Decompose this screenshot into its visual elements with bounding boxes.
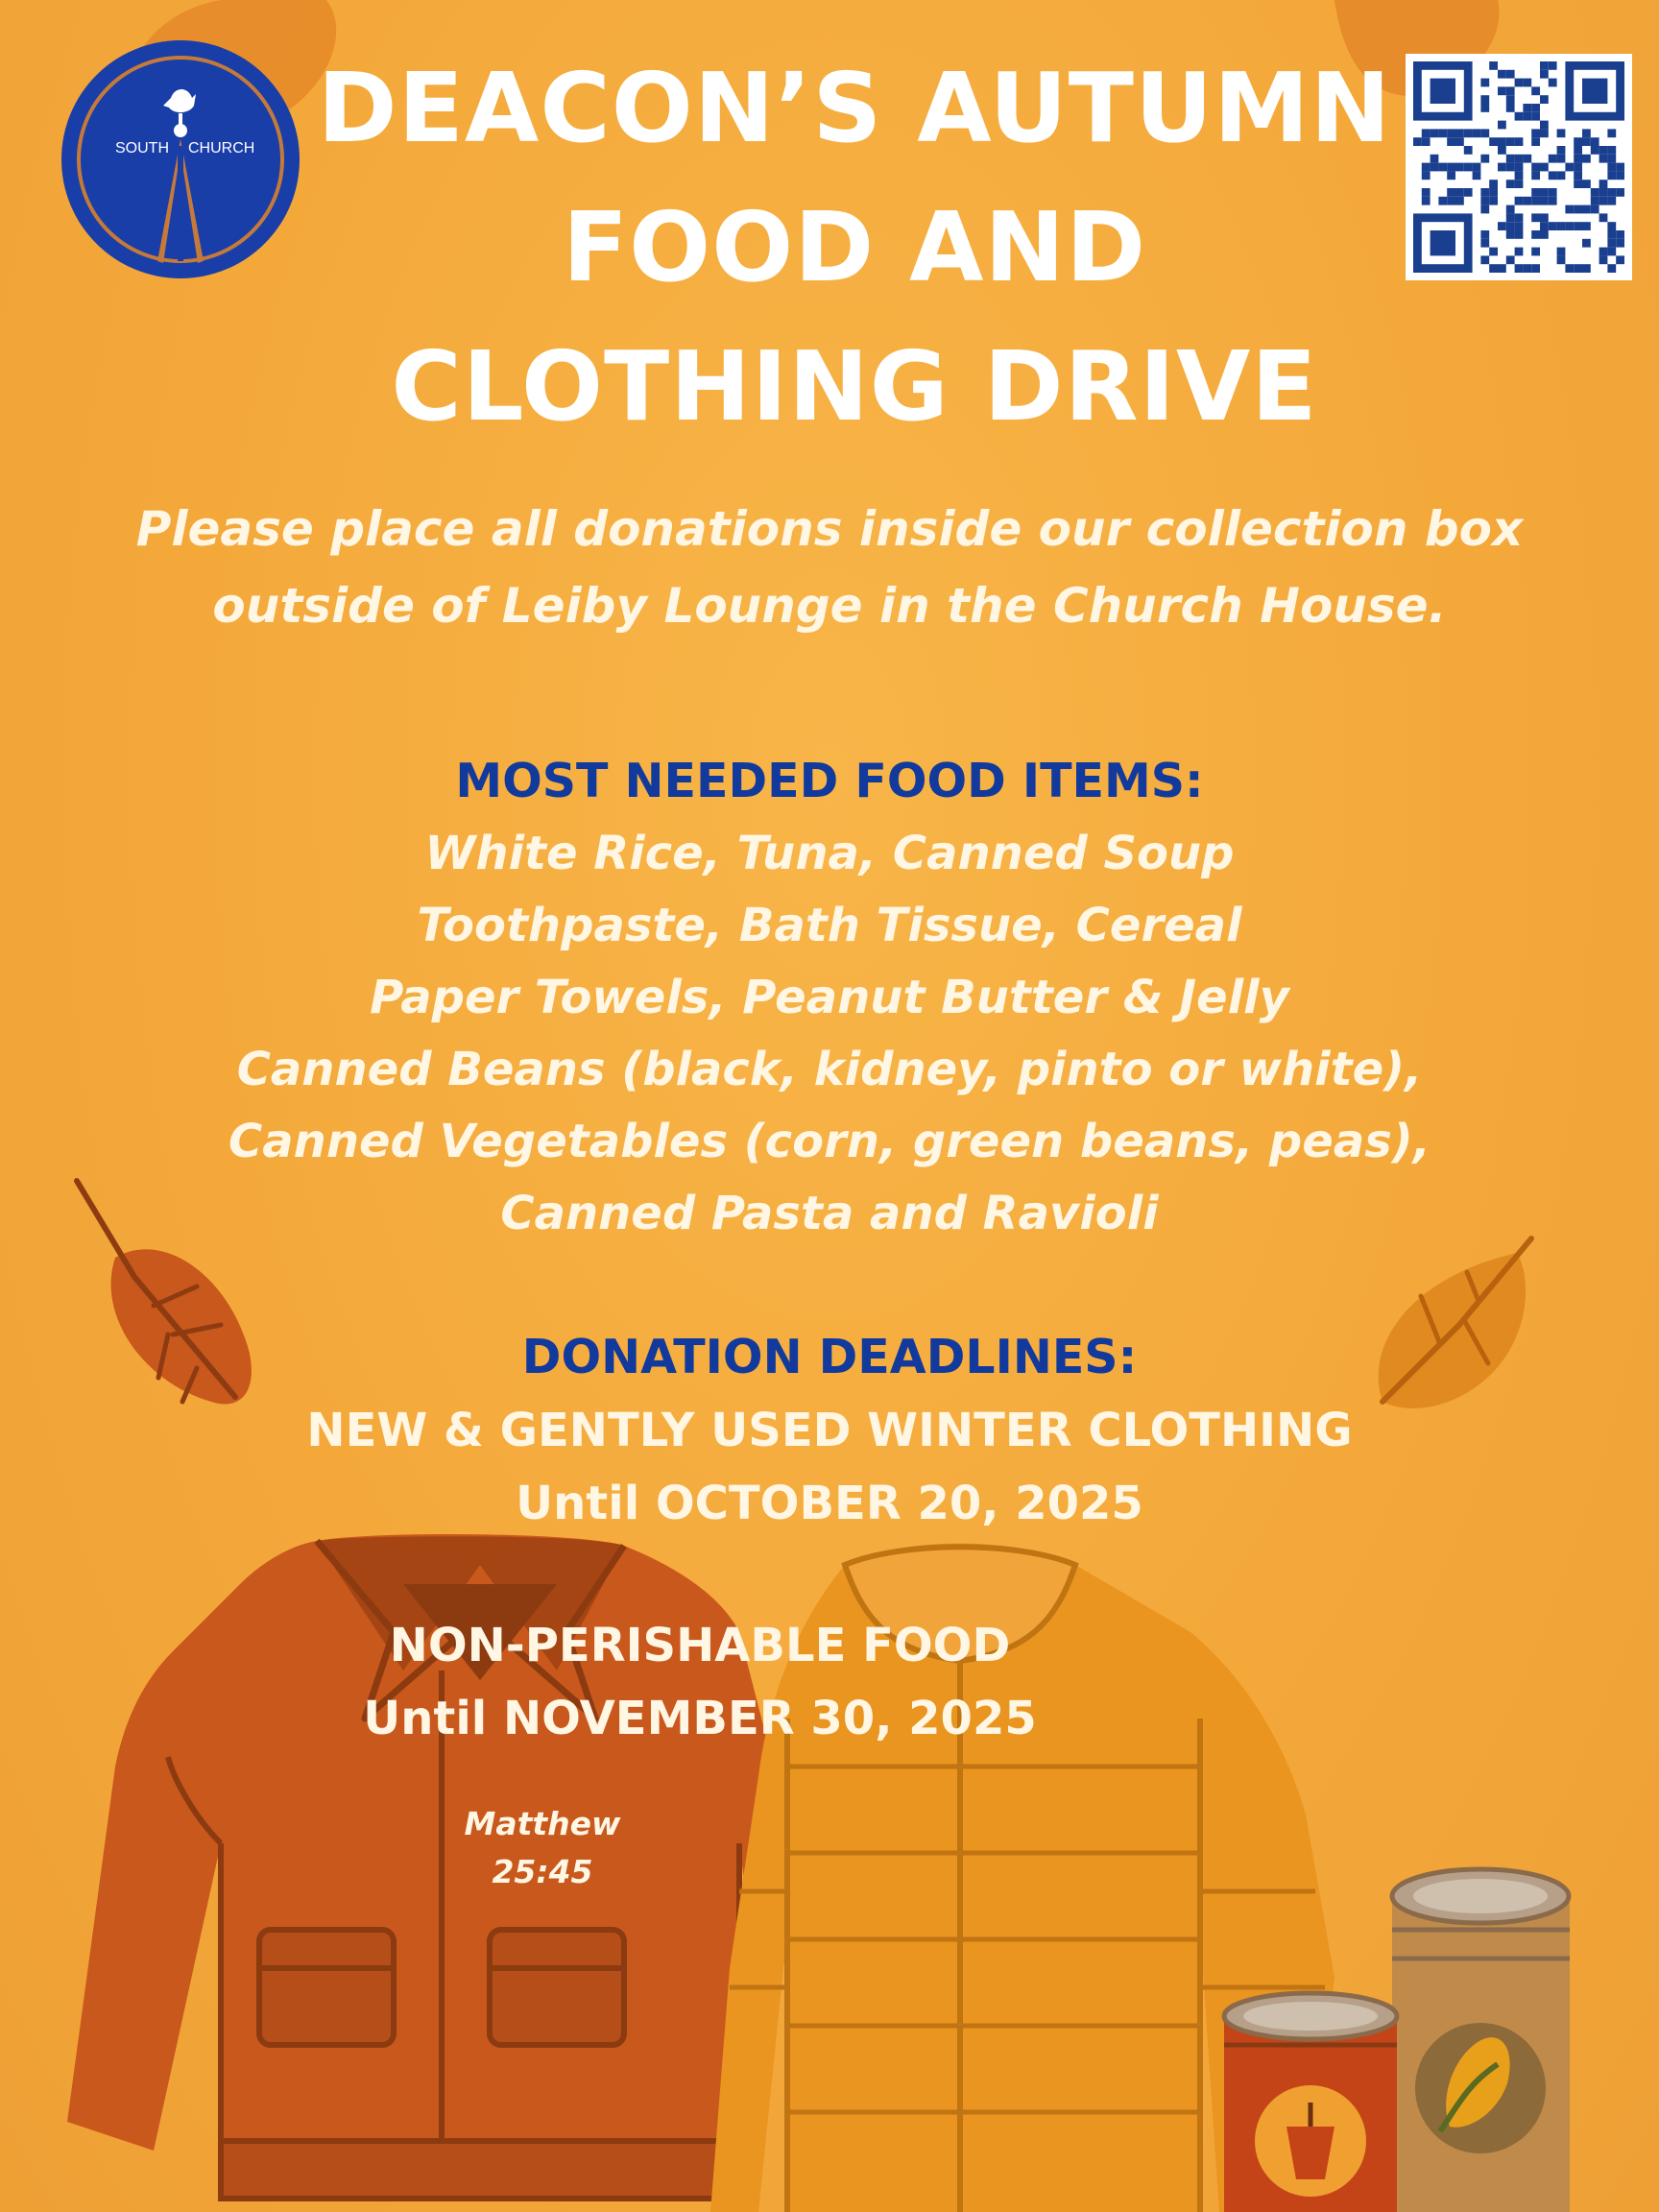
qr-module [1515, 230, 1524, 239]
qr-module [1422, 129, 1431, 137]
qr-module [1565, 222, 1574, 230]
qr-module [1515, 213, 1524, 222]
qr-module [1540, 197, 1549, 205]
qr-module [1506, 255, 1515, 264]
qr-module [1515, 264, 1524, 273]
qr-module [1582, 205, 1591, 214]
qr-module [1464, 129, 1473, 137]
qr-module [1582, 137, 1591, 146]
qr-module [1574, 155, 1582, 163]
qr-module [1591, 137, 1599, 146]
qr-module [1531, 213, 1540, 222]
qr-module [1607, 230, 1616, 239]
qr-module [1498, 264, 1506, 273]
qr-module [1549, 188, 1557, 197]
qr-module [1489, 248, 1498, 256]
qr-module [1455, 137, 1464, 146]
qr-module [1607, 197, 1616, 205]
qr-module [1506, 70, 1515, 79]
qr-module [1506, 155, 1515, 163]
qr-module [1506, 222, 1515, 230]
food-item: Canned Beans (black, kidney, pinto or white), [236, 1043, 1423, 1096]
qr-module [1489, 61, 1498, 70]
qr-module [1557, 255, 1566, 264]
food-items-heading: MOST NEEDED FOOD ITEMS: [455, 754, 1204, 808]
qr-module [1557, 222, 1566, 230]
qr-finder-center [1431, 79, 1455, 104]
qr-module [1540, 163, 1549, 172]
qr-module [1557, 248, 1566, 256]
qr-module [1480, 129, 1489, 137]
qr-module [1582, 239, 1591, 248]
qr-module [1447, 197, 1455, 205]
qr-module [1473, 171, 1481, 180]
deadline-clothing-label: NEW & GENTLY USED WINTER CLOTHING [306, 1404, 1353, 1457]
qr-module [1574, 137, 1582, 146]
deadline-clothing-date: Until OCTOBER 20, 2025 [516, 1477, 1143, 1530]
qr-module [1531, 86, 1540, 95]
qr-module [1574, 180, 1582, 188]
qr-module [1591, 146, 1599, 155]
qr-module [1431, 155, 1439, 163]
qr-module [1515, 155, 1524, 163]
qr-module [1616, 230, 1624, 239]
qr-module [1540, 95, 1549, 104]
qr-module [1557, 129, 1566, 137]
qr-module [1582, 129, 1591, 137]
qr-module [1531, 230, 1540, 239]
qr-module [1480, 239, 1489, 248]
qr-module [1455, 197, 1464, 205]
qr-module [1591, 197, 1599, 205]
qr-module [1531, 197, 1540, 205]
food-item: Canned Vegetables (corn, green beans, peas), [228, 1115, 1431, 1168]
qr-module [1607, 155, 1616, 163]
qr-module [1531, 163, 1540, 172]
qr-module [1599, 146, 1608, 155]
qr-module [1489, 197, 1498, 205]
qr-module [1506, 230, 1515, 239]
intro-line-2: outside of Leiby Lounge in the Church House. [212, 578, 1447, 634]
qr-module [1447, 137, 1455, 146]
qr-module [1574, 171, 1582, 180]
qr-module [1599, 248, 1608, 256]
qr-module [1431, 129, 1439, 137]
qr-module [1438, 129, 1447, 137]
soup-can-icon [1224, 1993, 1397, 2212]
qr-module [1599, 155, 1608, 163]
qr-module [1540, 61, 1549, 70]
qr-module [1574, 264, 1582, 273]
qr-module [1607, 171, 1616, 180]
qr-module [1498, 121, 1506, 130]
qr-module [1498, 70, 1506, 79]
logo-text-south: SOUTH [115, 140, 169, 156]
qr-module [1422, 171, 1431, 180]
qr-module [1480, 188, 1489, 197]
qr-module [1506, 163, 1515, 172]
qr-finder-center [1582, 79, 1607, 104]
qr-module [1582, 180, 1591, 188]
qr-module [1498, 146, 1506, 155]
qr-module [1523, 104, 1531, 112]
qr-module [1438, 197, 1447, 205]
qr-module [1506, 213, 1515, 222]
qr-module [1574, 163, 1582, 172]
qr-module [1422, 188, 1431, 197]
qr-module [1447, 163, 1455, 172]
qr-module [1523, 79, 1531, 87]
qr-module [1549, 222, 1557, 230]
qr-module [1607, 188, 1616, 197]
qr-module [1498, 86, 1506, 95]
qr-module [1557, 155, 1566, 163]
qr-module [1607, 248, 1616, 256]
qr-module [1574, 205, 1582, 214]
qr-module [1473, 163, 1481, 172]
qr-module [1607, 222, 1616, 230]
qr-module [1565, 264, 1574, 273]
qr-module [1489, 264, 1498, 273]
qr-module [1531, 104, 1540, 112]
qr-module [1506, 205, 1515, 214]
qr-module [1531, 112, 1540, 121]
qr-module [1422, 197, 1431, 205]
verse-book: Matthew [464, 1805, 621, 1842]
title-line-2: FOOD AND [562, 191, 1147, 303]
qr-module [1464, 163, 1473, 172]
qr-module [1447, 129, 1455, 137]
qr-module [1515, 79, 1524, 87]
intro-line-1: Please place all donations inside our collection box [135, 501, 1524, 557]
qr-module [1616, 163, 1624, 172]
deadline-food-label: NON-PERISHABLE FOOD [389, 1619, 1011, 1672]
qr-module [1582, 222, 1591, 230]
qr-module [1422, 163, 1431, 172]
qr-module [1607, 146, 1616, 155]
food-item: Canned Pasta and Ravioli [500, 1187, 1159, 1240]
qr-module [1540, 129, 1549, 137]
qr-module [1582, 264, 1591, 273]
qr-module [1506, 86, 1515, 95]
qr-module [1455, 129, 1464, 137]
qr-module [1464, 146, 1473, 155]
qr-module [1498, 222, 1506, 230]
qr-module [1480, 95, 1489, 104]
qr-module [1480, 155, 1489, 163]
qr-module [1599, 255, 1608, 264]
qr-module [1515, 171, 1524, 180]
qr-code-pattern [1413, 61, 1624, 273]
qr-module [1515, 112, 1524, 121]
qr-module [1455, 188, 1464, 197]
qr-module [1574, 146, 1582, 155]
title-line-3: CLOTHING DRIVE [391, 330, 1318, 443]
qr-module [1480, 230, 1489, 239]
qr-module [1599, 197, 1608, 205]
qr-module [1431, 163, 1439, 172]
qr-module [1531, 188, 1540, 197]
qr-module [1480, 104, 1489, 112]
qr-module [1515, 248, 1524, 256]
qr-module [1489, 188, 1498, 197]
church-logo [60, 38, 301, 280]
qr-module [1565, 205, 1574, 214]
qr-module [1422, 137, 1431, 146]
qr-module [1549, 79, 1557, 87]
qr-module [1616, 188, 1624, 197]
qr-module [1413, 137, 1422, 146]
qr-module [1515, 163, 1524, 172]
qr-module [1480, 255, 1489, 264]
qr-module [1557, 171, 1566, 180]
qr-module [1473, 129, 1481, 137]
qr-module [1531, 129, 1540, 137]
food-item: Toothpaste, Bath Tissue, Cereal [417, 899, 1242, 952]
qr-module [1574, 222, 1582, 230]
qr-module [1523, 197, 1531, 205]
food-item: Paper Towels, Peanut Butter & Jelly [370, 971, 1289, 1024]
qr-code[interactable] [1406, 54, 1632, 280]
qr-module [1591, 205, 1599, 214]
qr-module [1515, 137, 1524, 146]
qr-module [1531, 264, 1540, 273]
qr-module [1489, 137, 1498, 146]
verse-reference: 25:45 [492, 1853, 593, 1890]
qr-module [1464, 188, 1473, 197]
qr-module [1523, 155, 1531, 163]
qr-module [1480, 79, 1489, 87]
logo-text-church: CHURCH [188, 140, 255, 156]
qr-module [1599, 188, 1608, 197]
qr-module [1607, 163, 1616, 172]
qr-module [1515, 197, 1524, 205]
qr-module [1531, 171, 1540, 180]
title-line-1: DEACON’S AUTUMN [317, 52, 1392, 164]
qr-module [1540, 188, 1549, 197]
qr-module [1540, 70, 1549, 79]
qr-module [1506, 137, 1515, 146]
qr-module [1557, 146, 1566, 155]
qr-module [1582, 155, 1591, 163]
qr-module [1549, 61, 1557, 70]
qr-module [1498, 163, 1506, 172]
qr-module [1515, 222, 1524, 230]
qr-module [1447, 188, 1455, 197]
deadlines-heading: DONATION DEADLINES: [521, 1330, 1138, 1384]
qr-module [1531, 248, 1540, 256]
qr-module [1498, 137, 1506, 146]
qr-module [1480, 205, 1489, 214]
qr-module [1599, 180, 1608, 188]
qr-module [1616, 171, 1624, 180]
qr-module [1515, 180, 1524, 188]
qr-module [1506, 95, 1515, 104]
qr-module [1506, 180, 1515, 188]
qr-module [1447, 171, 1455, 180]
qr-module [1523, 112, 1531, 121]
qr-module [1591, 188, 1599, 197]
qr-module [1549, 171, 1557, 180]
qr-module [1607, 239, 1616, 248]
qr-finder-center [1431, 230, 1455, 255]
qr-module [1540, 213, 1549, 222]
qr-module [1506, 104, 1515, 112]
qr-module [1540, 121, 1549, 130]
qr-module [1607, 129, 1616, 137]
qr-module [1455, 163, 1464, 172]
qr-module [1616, 239, 1624, 248]
qr-module [1523, 264, 1531, 273]
food-item: White Rice, Tuna, Canned Soup [424, 827, 1235, 880]
qr-module [1438, 163, 1447, 172]
qr-module [1540, 222, 1549, 230]
corn-can-icon [1392, 1869, 1570, 2212]
qr-module [1616, 255, 1624, 264]
qr-module [1549, 197, 1557, 205]
qr-module [1540, 230, 1549, 239]
qr-module [1549, 155, 1557, 163]
qr-module [1480, 197, 1489, 205]
qr-module [1565, 163, 1574, 172]
qr-module [1489, 180, 1498, 188]
qr-module [1607, 264, 1616, 273]
deadline-food-date: Until NOVEMBER 30, 2025 [363, 1692, 1037, 1745]
qr-module [1599, 213, 1608, 222]
qr-module [1531, 137, 1540, 146]
